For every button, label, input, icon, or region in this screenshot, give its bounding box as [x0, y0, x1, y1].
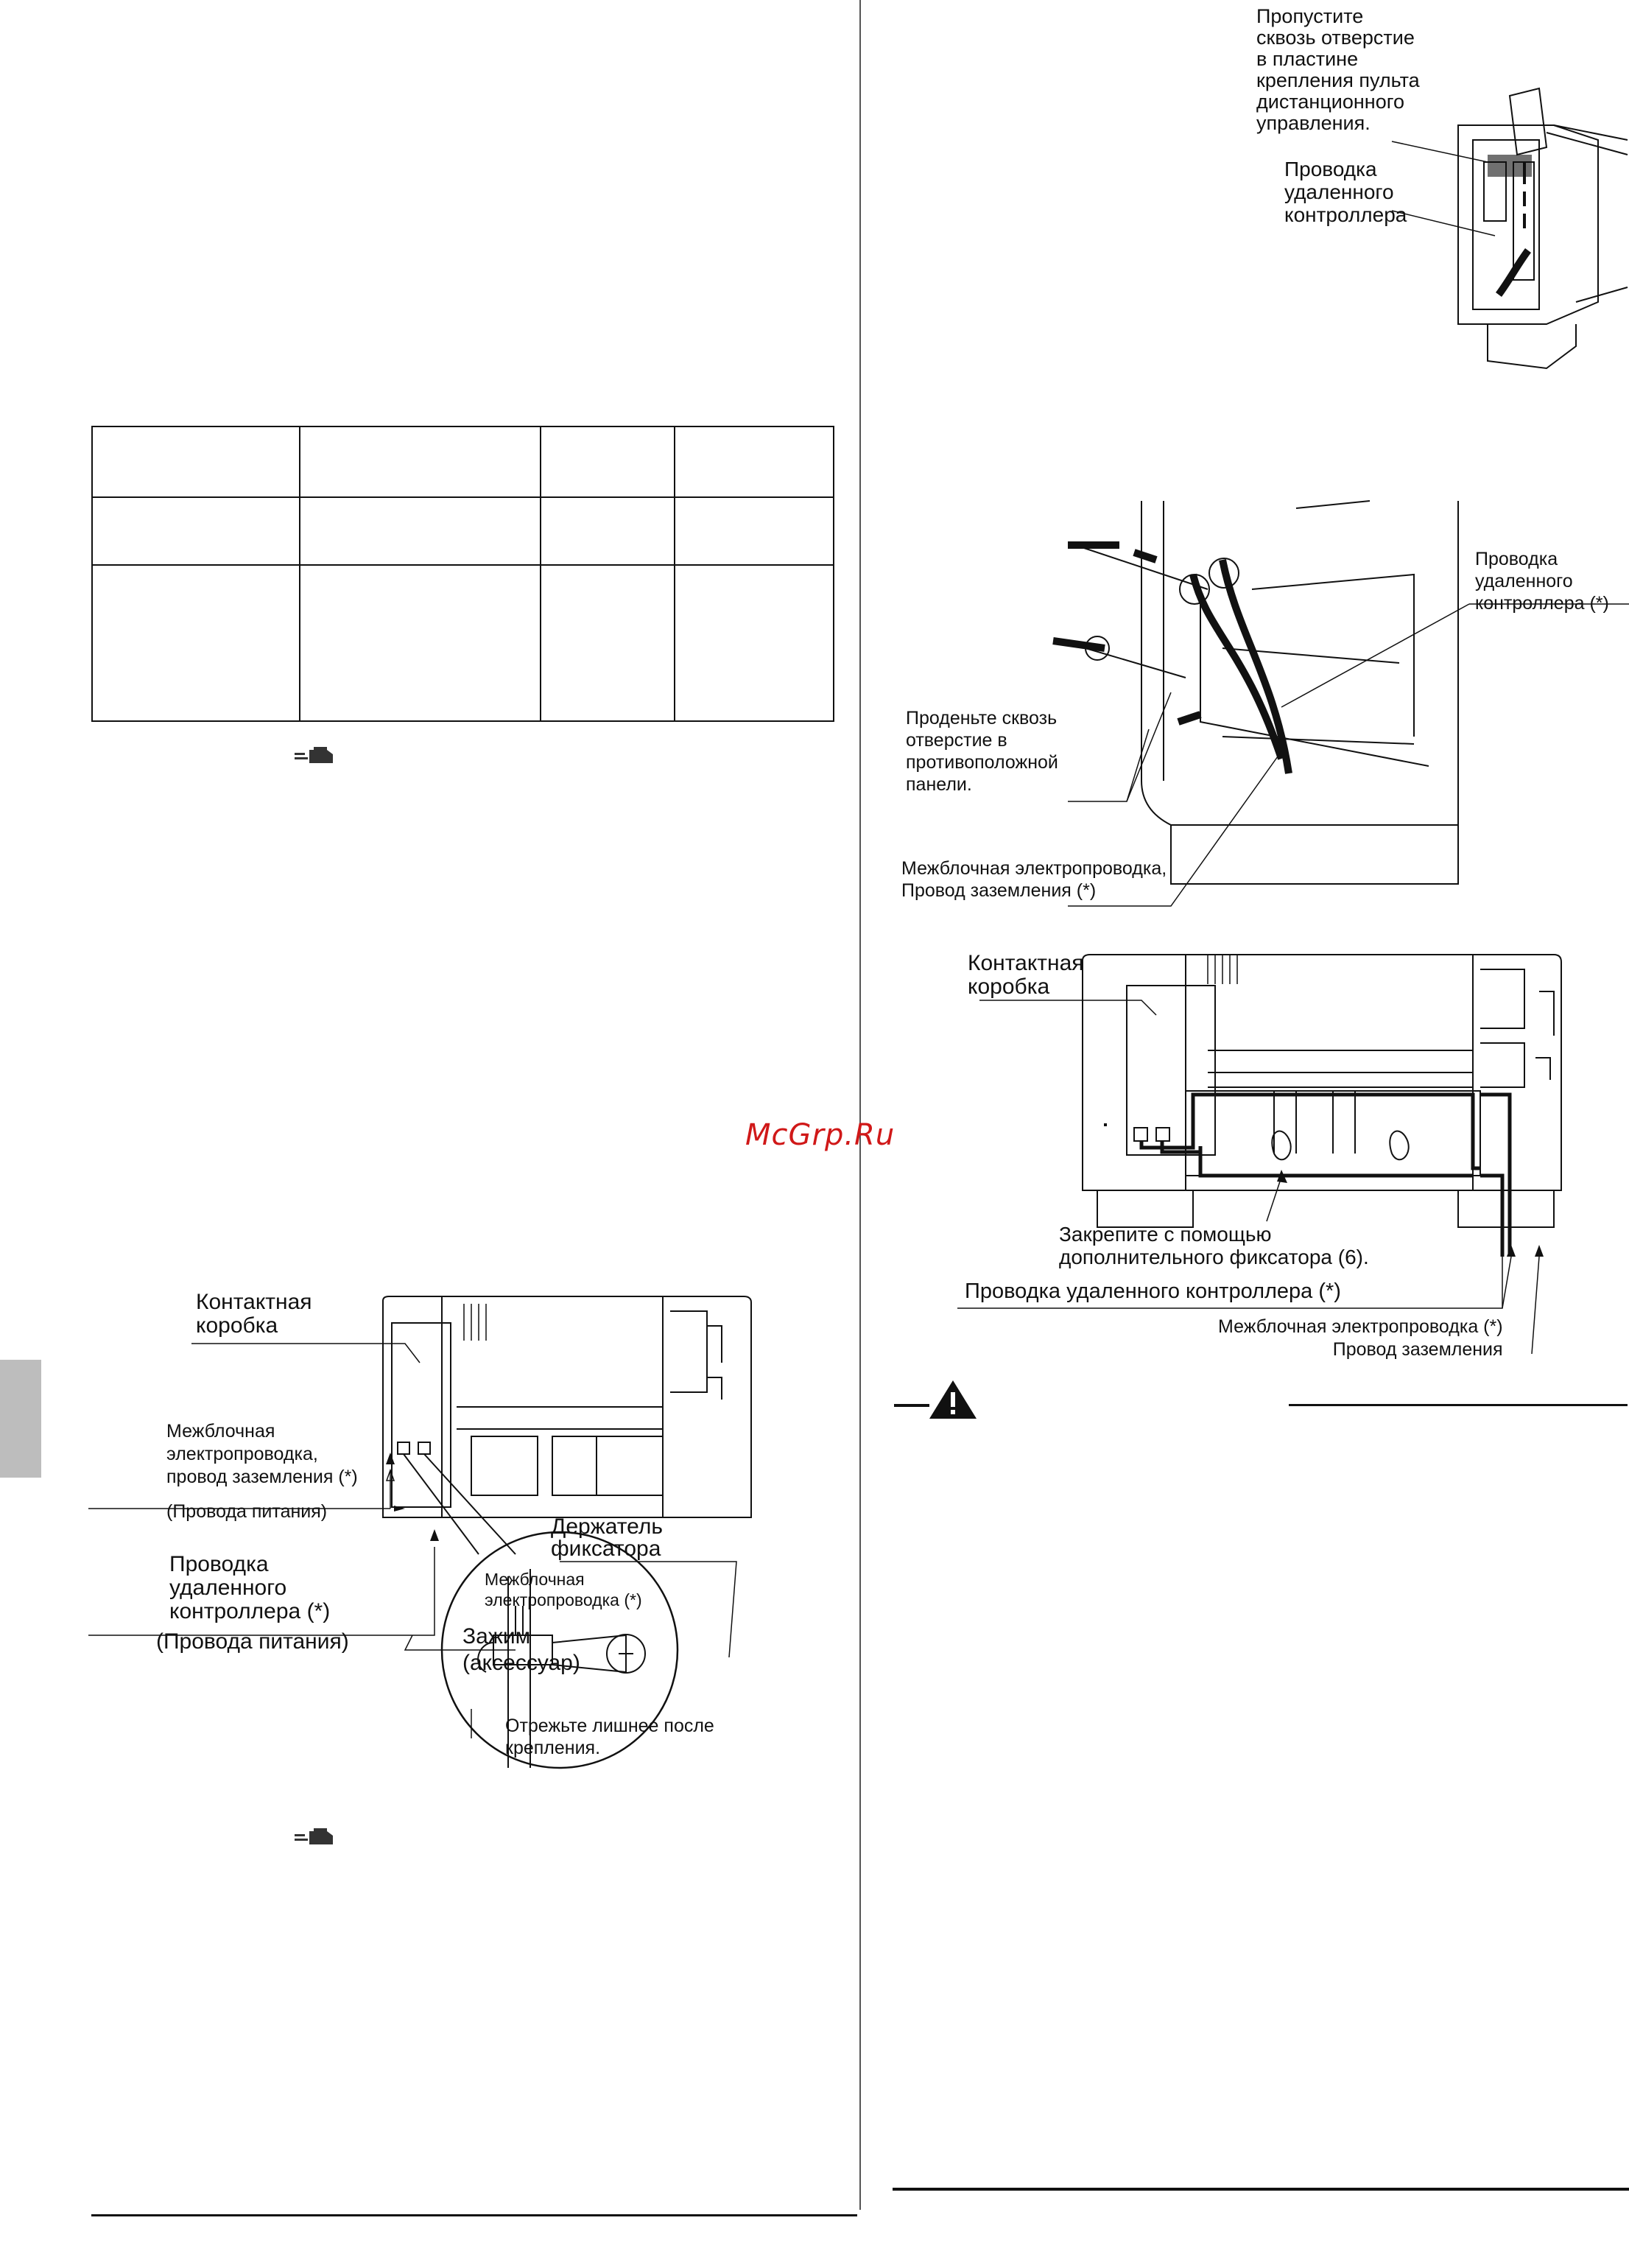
label-hole: Пропустите сквозь отверстие в пластине крепления пульта дистанционного управления.	[1256, 5, 1420, 134]
label-box: Контактная коробка	[196, 1290, 312, 1338]
column-divider	[859, 0, 861, 2210]
label-remote: Проводка удаленного контроллера (*)	[965, 1279, 1341, 1303]
bottom-rule-right	[893, 2188, 1629, 2191]
warning-rule	[1289, 1404, 1628, 1406]
pointing-hand-icon	[295, 1827, 339, 1849]
table-cell	[675, 565, 834, 721]
label-through-hole: Проденьте сквозь отверстие в противоположной панели.	[906, 708, 1058, 795]
table-cell	[675, 497, 834, 565]
label-fix: Закрепите с помощью дополнительного фиксатора (6).	[1059, 1223, 1369, 1268]
leader-line	[1392, 140, 1510, 243]
table-cell	[92, 497, 300, 565]
warning-triangle-icon	[894, 1377, 982, 1422]
label-interunit: Межблочная электропроводка, Провод заземления (*)	[901, 858, 1167, 901]
pointing-hand-icon	[295, 745, 339, 768]
label-clamp: Зажим (аксессуар)	[462, 1624, 580, 1675]
label-box: Контактная коробка	[968, 951, 1084, 999]
leader-lines-bottom-right	[957, 971, 1561, 1369]
label-remote-wiring: Проводка удаленного контроллера (*)	[1475, 549, 1609, 614]
section-side-tab	[0, 1360, 41, 1478]
label-holder: Держатель фиксатора	[551, 1514, 664, 1561]
bottom-rule-left	[91, 2214, 857, 2216]
table-cell	[92, 426, 300, 497]
table-cell	[541, 497, 675, 565]
label-interunit: Межблочная электропроводка, провод заземления (*)	[166, 1421, 358, 1487]
label-interunit: Межблочная электропроводка (*) Провод заземления	[1218, 1316, 1503, 1360]
label-cut: Отрежьте лишнее после крепления.	[505, 1716, 714, 1758]
table-cell	[300, 497, 541, 565]
label-remote: Проводка удаленного контроллера (*)	[169, 1552, 331, 1623]
label-power: (Провода питания)	[156, 1629, 349, 1654]
label-remote-wiring: Проводка удаленного контроллера	[1284, 158, 1407, 226]
table-cell	[300, 565, 541, 721]
table-cell	[541, 565, 675, 721]
label-interunit-small: Межблочная электропроводка (*)	[485, 1570, 642, 1609]
table-cell	[541, 426, 675, 497]
label-power: (Провода питания)	[166, 1501, 328, 1522]
watermark: McGrp.Ru	[745, 1118, 896, 1152]
spec-table	[91, 426, 834, 722]
table-cell	[92, 565, 300, 721]
table-cell	[675, 426, 834, 497]
table-cell	[300, 426, 541, 497]
